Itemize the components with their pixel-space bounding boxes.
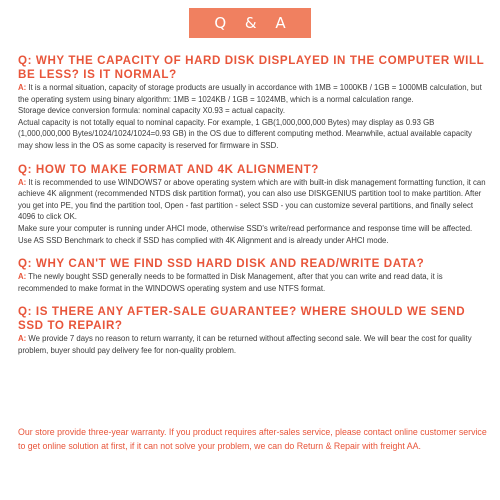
answer-guarantee bbox=[18, 333, 488, 356]
answer-capacity bbox=[18, 82, 488, 105]
qa-list bbox=[18, 54, 488, 368]
answer-format bbox=[18, 177, 488, 223]
warranty-footer: Our store provide three-year warranty. If you product requires after-sales service, please contact online customer service to get online solution at first, if it can not solve your problem, we can do Return & Repair with freight AA. bbox=[18, 427, 487, 451]
question-guarantee: Q: IS THERE ANY AFTER-SALE GUARANTEE? WHERE SHOULD WE SEND SSD TO REPAIR? bbox=[18, 305, 466, 333]
answer-text: We provide 7 days no reason to return warranty, it can be returned without affecting second sale. We will bear the cost for quality problem, buyer should pay delivery fee for non-quality problem. bbox=[18, 334, 472, 355]
answer-text: The newly bought SSD generally needs to be formatted in Disk Management, after that you can write and read data, it is recommended to make format in the WINDOWS operating system and use NTFS format. bbox=[18, 272, 443, 293]
qa-item-guarantee bbox=[18, 305, 488, 356]
question-format: Q: HOW TO MAKE FORMAT AND 4K ALIGNMENT? bbox=[18, 162, 319, 176]
answer-text: It is recommended to use WINDOWS7 or above operating system which are with built-in disk management formatting function, it can achieve 4K alignment (recommended NTDS disk partition format), you can also use DISKGENIUS partition tool to make partition. After you get into PE, you find the partition tool, Open - fast partition - select SSD - you can customize several partitions, and finally select 4096 to click OK. bbox=[18, 177, 486, 222]
qa-item-capacity bbox=[18, 54, 488, 152]
answer-label: A: bbox=[18, 272, 27, 282]
answer-text: It is a normal situation, capacity of storage products are usually in accordance with 1MB = 1000KB / 1GB = 1000MB calculation, but the operating system using binary algorithm: 1MB = 1024KB / 1GB = 1024MB, which is a normal calculation range. bbox=[18, 83, 482, 104]
qa-item-format bbox=[18, 163, 488, 247]
answer-paragraph: Make sure your computer is running under AHCI mode, otherwise SSD's write/read performance and response time will be affected. Use AS SSD Benchmark to check if SSD has complied with 4K Alignment and is already under AHCI mode. bbox=[18, 223, 473, 245]
answer-label: A: bbox=[18, 177, 27, 187]
question-capacity: Q: WHY THE CAPACITY OF HARD DISK DISPLAYED IN THE COMPUTER WILL BE LESS? IS IT NORMAL? bbox=[18, 54, 485, 81]
question-find-ssd: Q: WHY CAN'T WE FIND SSD HARD DISK AND READ/WRITE DATA? bbox=[18, 257, 425, 271]
answer-label: A: bbox=[18, 83, 27, 92]
qa-item-find-ssd bbox=[18, 257, 488, 294]
answer-paragraph: Actual capacity is not totally equal to nominal capacity. For example, 1 GB(1,000,000,000 Bytes) may display as 0.93 GB (1,000,000,000 Bytes/1024/1024/1024=0.93 GB) in the OS due to different computing method. Meanwhile, actual available capacity may show less in the OS as some capacity is reserved for firmware in SSD. bbox=[18, 117, 472, 150]
answer-find-ssd bbox=[18, 271, 488, 294]
answer-paragraph: Storage device conversion formula: nominal capacity X0.93 = actual capacity. bbox=[18, 106, 286, 116]
qa-banner bbox=[189, 8, 311, 38]
answer-label: A: bbox=[18, 334, 27, 344]
banner-title: Q & A bbox=[214, 14, 293, 32]
